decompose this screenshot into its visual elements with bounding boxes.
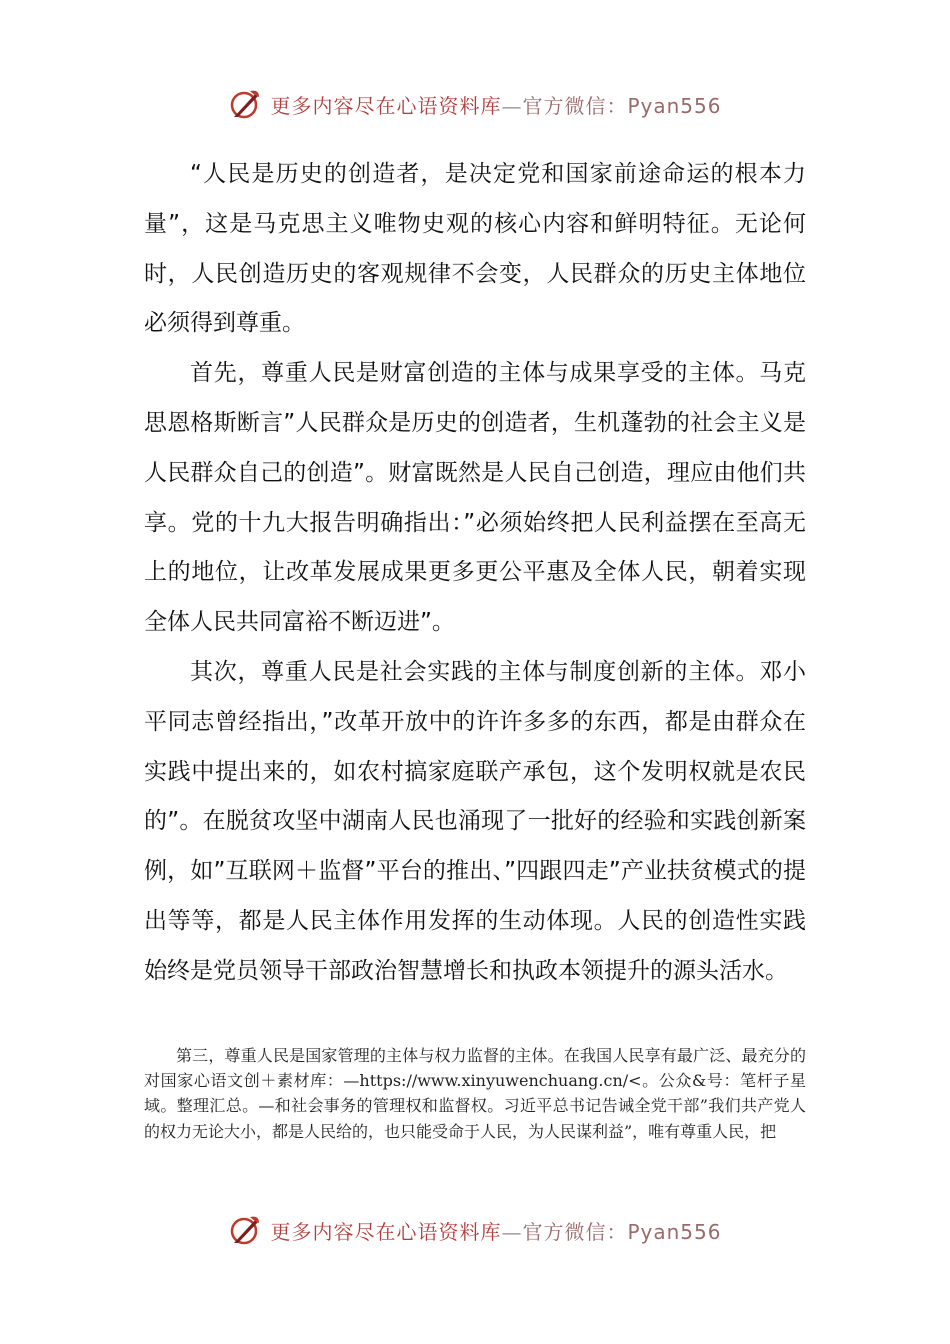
- document-body: [144, 150, 806, 997]
- header-banner: [0, 84, 950, 124]
- small-print-paragraph: 第三，尊重人民是国家管理的主体与权力监督的主体。在我国人民享有最广泛、最充分的对国家心语文创＋素材库：—https://www.xinyuwenchuang.cn/<。公众&号：笔杆子星域。整理汇总。—和社会事务的管理权和监督权。习近平总书记告诫全党干部”我们共产党人的权力无论大小，都是人民给的，也只能受命于人民，为人民谋利益”，唯有尊重人民，把: [144, 1046, 806, 1141]
- body-paragraph: 其次，尊重人民是社会实践的主体与制度创新的主体。邓小平同志曾经指出，”改革开放中的许许多多的东西，都是由群众在实践中提出来的，如农村搞家庭联产承包，这个发明权就是农民的”。在脱贫攻坚中湖南人民也涌现了一批好的经验和实践创新案例，如”互联网＋监督”平台的推出、”四跟四走”产业扶贫模式的提出等等，都是人民主体作用发挥的生动体现。人民的创造性实践始终是党员领导干部政治智慧增长和执政本领提升的源头活水。: [144, 658, 806, 984]
- quill-logo-icon: [228, 87, 262, 121]
- quill-logo-icon: [228, 1213, 262, 1247]
- body-paragraph: “人民是历史的创造者，是决定党和国家前途命运的根本力量”，这是马克思主义唯物史观的核心内容和鲜明特征。无论何时，人民创造历史的客观规律不会变，人民群众的历史主体地位必须得到尊重。: [144, 161, 806, 337]
- body-paragraph: 首先，尊重人民是财富创造的主体与成果享受的主体。马克思恩格斯断言”人民群众是历史的创造者，生机蓬勃的社会主义是人民群众自己的创造”。财富既然是人民自己创造，理应由他们共享。党的十九大报告明确指出：”必须始终把人民利益摆在至高无上的地位，让改革发展成果更多更公平惠及全体人民，朝着实现全体人民共同富裕不断迈进”。: [144, 360, 806, 636]
- banner-text: 更多内容尽在心语资料库—官方微信：Pyan556: [270, 93, 722, 118]
- banner-text: 更多内容尽在心语资料库—官方微信：Pyan556: [270, 1219, 722, 1244]
- footer-banner: [0, 1210, 950, 1250]
